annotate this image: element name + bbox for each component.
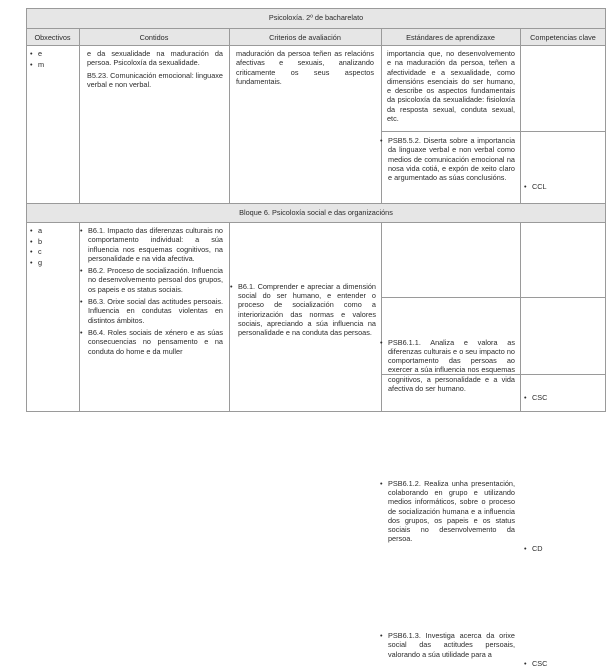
competence-item: • CD [524, 544, 602, 553]
competence-item: • CSC [524, 659, 602, 668]
objective-item: • m [30, 60, 75, 71]
standard-item: importancia que, no desenvolvemento e na maduración da persoa, teñen a afectividade e a sexualidade, como dimensións esenciais do ser humano, e describe os aspectos fundamentais da psicoloxía da sexualidade: fisioloxía da resposta sexual, conduta sexual, etc. [387, 49, 515, 124]
content-item: • B6.3. Orixe social das actitudes persoais. Influencia en condutas violentas en distintos ámbitos. [80, 297, 223, 325]
standard-item: • PSB6.1.1. Analiza e valora as diferenzas culturais e o seu impacto no comportamento das persoas ao exercer a súa influencia nos esquemas cognitivos, a personalidade e a vida afectiva do ser humano. [380, 338, 515, 394]
objective-item: • b [30, 237, 75, 248]
column-header-objectives: Obxectivos [34, 33, 71, 42]
objective-item: • c [30, 247, 75, 258]
objectives-cell [30, 49, 75, 70]
content-item: e da sexualidade na maduración da persoa. Psicoloxía da sexualidade. [87, 49, 223, 68]
block6-title: Bloque 6. Psicoloxía social e das organizacións [239, 208, 393, 217]
column-header-criteria: Criterios de avaliación [269, 33, 341, 42]
criteria-cell: maduración da persoa teñen as relacións afectivas e sexuais, analizando criticamente os seus aspectos fundamentais. [236, 49, 374, 86]
objectives-cell [30, 226, 75, 268]
competence-item: • CSC [524, 393, 602, 402]
standard-item: • PSB6.1.2. Realiza unha presentación, colaborando en grupo e utilizando medios informáticos, sobre o proceso de socialización humana e a influencia dos grupos, os papeis e os status sociais no desenvolvemento da persoa. [380, 479, 515, 544]
content-item: • B6.1. Impacto das diferenzas culturais no comportamento individual: a súa influencia nos esquemas cognitivos, na personalidade e na vida afectiva. [80, 226, 223, 263]
content-item: B5.23. Comunicación emocional: linguaxe verbal e non verbal. [87, 70, 223, 89]
column-header-standards: Estándares de aprendizaxe [406, 33, 495, 42]
standard-item: • PSB6.1.3. Investiga acerca da orixe social das actitudes persoais, valorando a súa utilidade para a [380, 631, 515, 659]
competence-item: • CCL [524, 182, 602, 191]
objective-item: • g [30, 258, 75, 269]
standard-item: • PSB5.5.2. Diserta sobre a importancia da linguaxe verbal e non verbal como medios de comunicación emocional na nosa vida cotiá, e expón de xeito claro e argumentado as súas conclusións. [380, 136, 515, 182]
column-header-competences: Competencias clave [530, 33, 596, 42]
contents-cell [80, 226, 223, 359]
content-item: • B6.4. Roles sociais de xénero e as súas consecuencias no pensamento e na conduta do home e da muller [80, 328, 223, 356]
contents-cell [87, 49, 223, 92]
content-item: • B6.2. Proceso de socialización. Influencia no desenvolvemento persoal dos grupos, os papeis e os status sociais. [80, 266, 223, 294]
table-title: Psicoloxía. 2º de bacharelato [268, 13, 364, 22]
objective-item: • a [30, 226, 75, 237]
objective-item: • e [30, 49, 75, 60]
criteria-cell: • B6.1. Comprender e apreciar a dimensión social do ser humano, e entender o proceso de socialización como a interiorización das normas e valores sociais, apreciando a súa influencia na personalidade e na conduta das persoas. [230, 282, 376, 338]
column-header-contents: Contidos [139, 33, 169, 42]
